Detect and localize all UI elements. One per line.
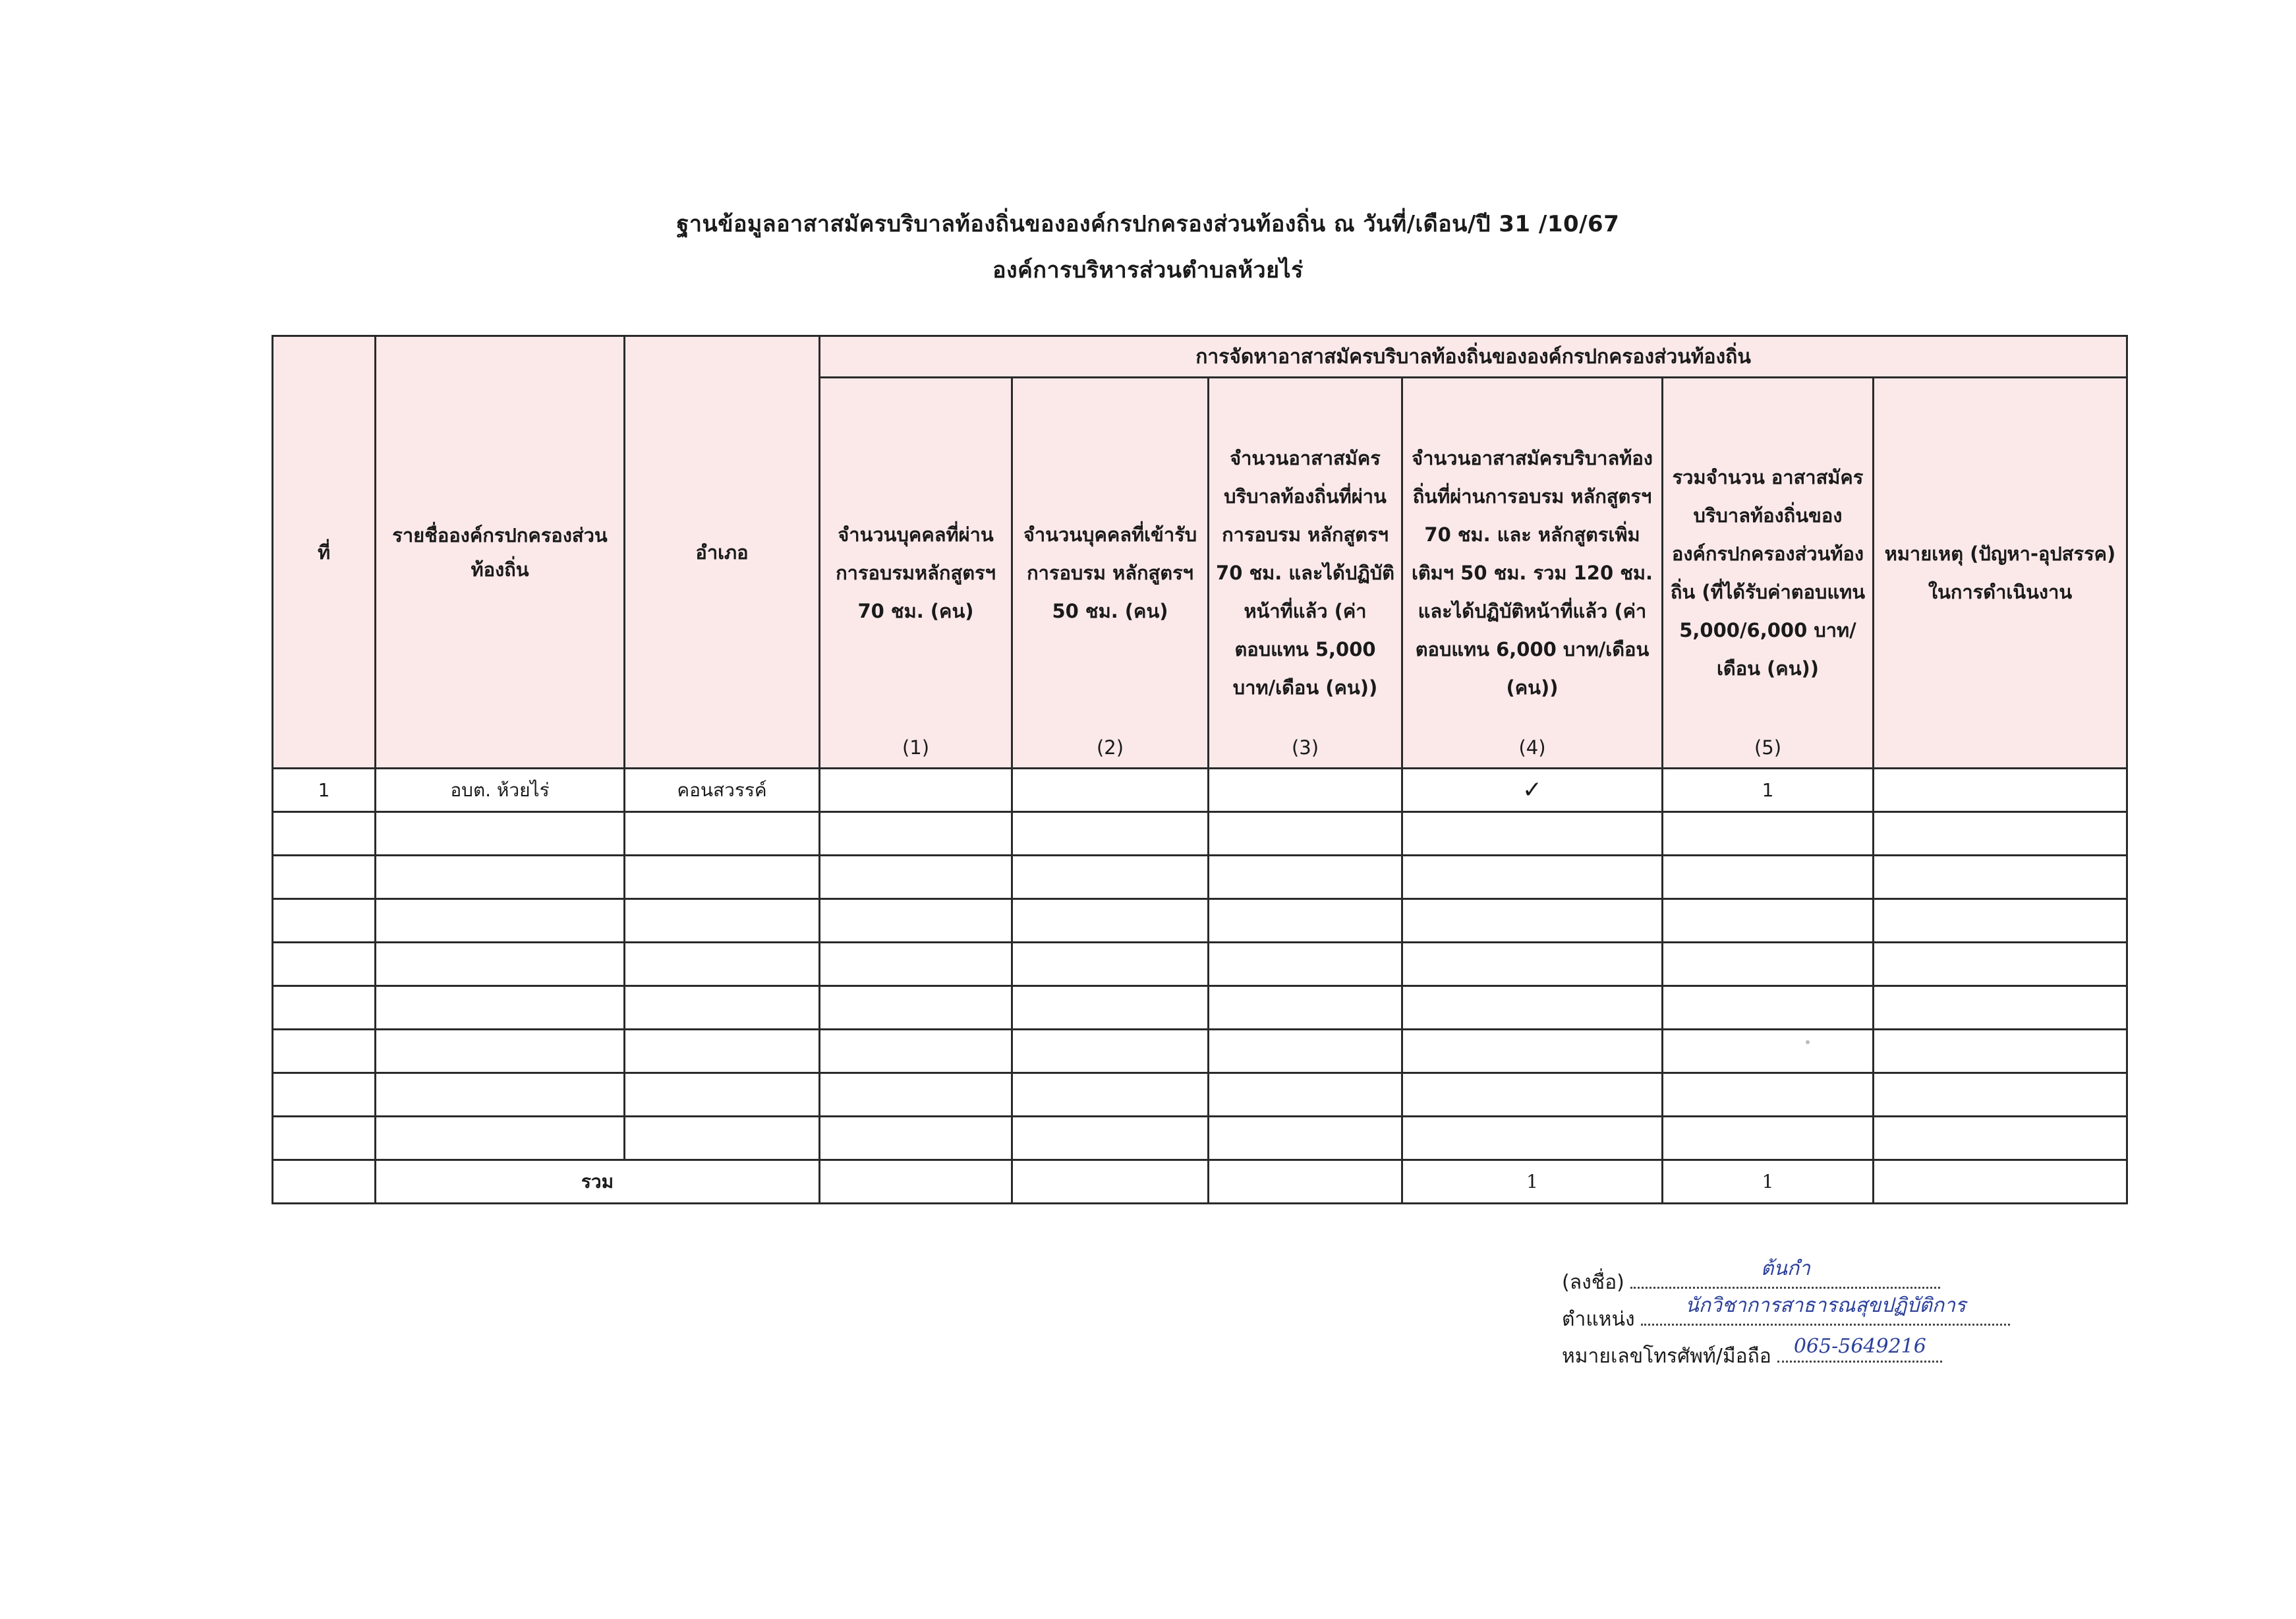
header-col-remarks-text: หมายเหตุ (ปัญหา-อุปสรรค) ในการดำเนินงาน [1884,543,2116,603]
total-row [273,1160,2127,1204]
signature-phone-handwriting: 065-5649216 [1793,1335,1926,1358]
cell-district: คอนสวรรค์ [625,769,820,812]
signature-phone-label: หมายเลขโทรศัพท์/มือถือ [1562,1345,1771,1368]
signature-name-label: (ลงชื่อ) [1562,1271,1624,1294]
header-col-2 [1012,378,1209,769]
table-row-empty [273,1030,2127,1073]
cell-c1 [820,769,1012,812]
table-row-empty [273,1117,2127,1160]
header-col-4 [1402,378,1663,769]
total-c5: 1 [1663,1160,1874,1204]
header-col-5 [1663,378,1874,769]
header-col-3 [1209,378,1402,769]
total-c1 [820,1160,1012,1204]
scan-speck [1806,1040,1810,1044]
header-col-2-num: (2) [1096,736,1124,759]
document-title: ฐานข้อมูลอาสาสมัครบริบาลท้องถิ่นขององค์กรปกครองส่วนท้องถิ่น ณ วันที่/เดือน/ปี 31 /10/67 [676,211,1620,237]
header-col-1-text: จำนวนบุคคลที่ผ่านการอบรมหลักสูตรฯ 70 ชม. (คน) [836,523,996,622]
header-col-4-text: จำนวนอาสาสมัครบริบาลท้องถิ่นที่ผ่านการอบรม หลักสูตรฯ 70 ชม. และ หลักสูตรเพิ่มเติมฯ 50 ชม. รวม 120 ชม. และได้ปฏิบัติหน้าที่แล้ว (ค่าตอบแทน 6,000 บาท/เดือน (คน)) [1411,447,1653,699]
signature-position-label: ตำแหน่ง [1562,1308,1635,1331]
total-c3 [1209,1160,1402,1204]
header-col-1-num: (1) [902,736,930,759]
header-col-1 [820,378,1012,769]
table-row [273,769,2127,812]
table-row-empty [273,1073,2127,1117]
header-col-2-text: จำนวนบุคคลที่เข้ารับการอบรม หลักสูตรฯ 50 ชม. (คน) [1023,523,1197,622]
cell-c6 [1874,769,2127,812]
header-col-5-num: (5) [1754,736,1782,759]
cell-no: 1 [273,769,376,812]
total-c2 [1012,1160,1209,1204]
signature-position-line [1562,1294,2010,1335]
signature-phone-line [1562,1335,1942,1372]
total-c6 [1874,1160,2127,1204]
organization-name: องค์การบริหารส่วนตำบลห้วยไร่ [992,257,1304,283]
table-row-empty [273,986,2127,1030]
header-district: อำเภอ [625,336,820,769]
table-row-empty [273,943,2127,986]
header-col-3-num: (3) [1291,736,1319,759]
header-group: การจัดหาอาสาสมัครบริบาลท้องถิ่นขององค์กรปกครองส่วนท้องถิ่น [820,336,2127,378]
header-col-4-num: (4) [1518,736,1546,759]
signature-position-handwriting: นักวิชาการสาธารณสุขปฏิบัติการ [1685,1294,1966,1317]
cell-c5: 1 [1663,769,1874,812]
header-org-name: รายชื่อองค์กรปกครองส่วนท้องถิ่น [376,336,625,769]
table-row-empty [273,899,2127,943]
table-row-empty [273,856,2127,899]
table-row-empty [273,812,2127,856]
cell-org: อบต. ห้วยไร่ [376,769,625,812]
check-mark-icon: ✓ [1402,769,1663,812]
cell-c3 [1209,769,1402,812]
total-blank [273,1160,376,1204]
header-col-remarks [1874,378,2127,769]
volunteer-table [272,335,2128,1204]
header-no: ที่ [273,336,376,769]
total-label: รวม [376,1160,820,1204]
signature-name-handwriting: ต้นกำ [1760,1257,1810,1280]
header-col-5-text: รวมจำนวน อาสาสมัครบริบาลท้องถิ่นขององค์กรปกครองส่วนท้องถิ่น (ที่ได้รับค่าตอบแทน 5,000/6,000 บาท/เดือน (คน)) [1670,466,1866,680]
total-c4: 1 [1402,1160,1663,1204]
header-col-3-text: จำนวนอาสาสมัครบริบาลท้องถิ่นที่ผ่านการอบรม หลักสูตรฯ 70 ชม. และได้ปฏิบัติหน้าที่แล้ว (ค่าตอบแทน 5,000 บาท/เดือน (คน)) [1216,447,1394,699]
cell-c2 [1012,769,1209,812]
